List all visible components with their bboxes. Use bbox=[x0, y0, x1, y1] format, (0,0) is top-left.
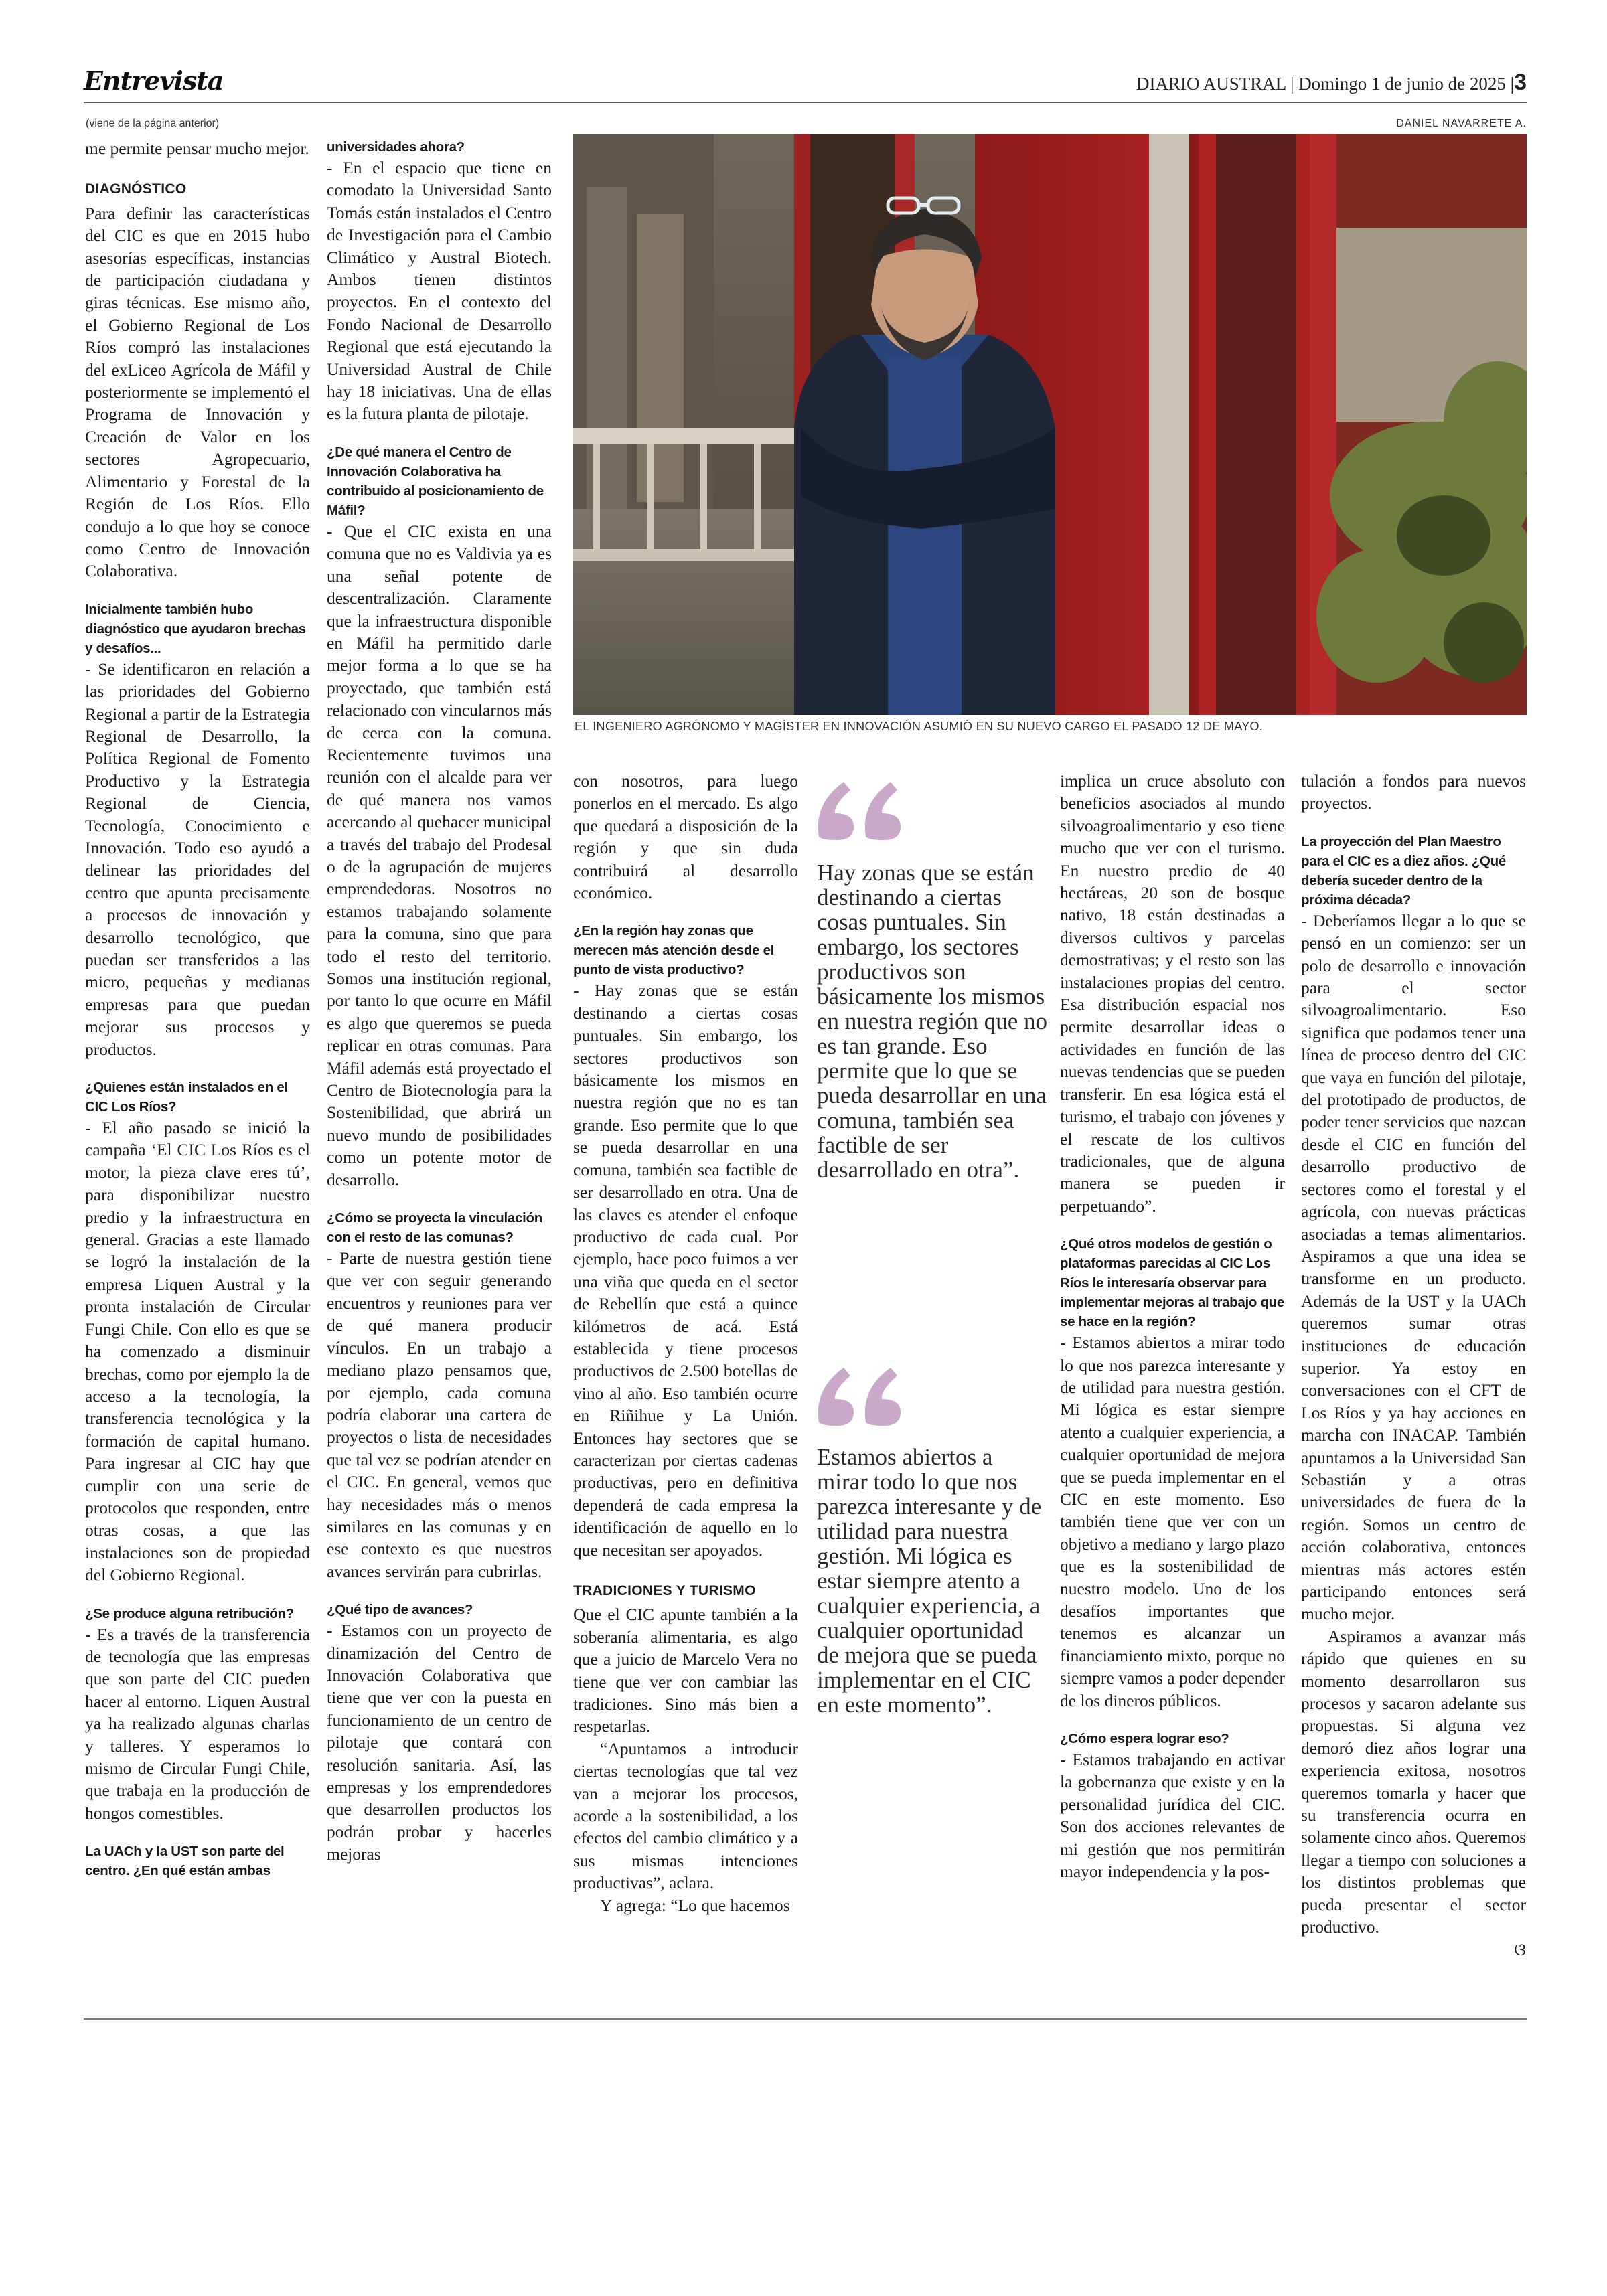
pull-quote-2: Estamos abiertos a mirar todo lo que nos parezca interesante y de utilidad para nuestra gestión. Mi lógica es estar siempre atento a cualquier experiencia, a cualquier oportunidad de mejora que se pueda implementar en el CIC en este momento”. bbox=[817, 1444, 1042, 1718]
interview-answer: - El año pasado se inició la campaña ‘El CIC Los Ríos es el motor, la pieza clave eres tú’, para disponibilizar nuestro predio y la infraestructura en general. Gracias a este llamado se logró la instalación de la empresa Liquen Austral y la pronta instalación de Circular Fungi Chile. Con ello es que se ha comenzado a disminuir brechas, como por ejemplo la de acceso a la tecnología, la transferencia tecnológica y la formación de capital humano. Para ingresar al CIC hay que cumplir con una serie de protocolos que responden, entre otras cosas, a que las instalaciones son de propiedad del Gobierno Regional. bbox=[85, 1118, 310, 1585]
body-paragraph: con nosotros, para luego ponerlos en el mercado. Es algo que quedará a disposición de la región y que sin duda contribuirá al desarrollo económico. bbox=[573, 771, 798, 903]
dateline bbox=[1045, 70, 1527, 96]
interview-question: ¿Qué otros modelos de gestión o plataformas parecidas al CIC Los Ríos le interesaría observar para implementar mejoras al trabajo que se hace en la región? bbox=[1060, 1236, 1284, 1330]
interview-answer: - Estamos con un proyecto de dinamización del Centro de Innovación Colaborativa que tiene que ver con la puesta en funcionamiento de un centro de pilotaje que contará con resolución sanitaria. Así, las empresas y los emprendedores que desarrollen productos los podrán probar y hacerles mejoras bbox=[327, 1621, 552, 1864]
footer-rule bbox=[84, 2018, 1527, 2020]
interview-question: ¿Se produce alguna retribución? bbox=[85, 1605, 294, 1621]
photo-credit: DANIEL NAVARRETE A. bbox=[1396, 118, 1527, 129]
interview-answer: - Parte de nuestra gestión tiene que ver con seguir generando encuentros y reuniones para ver de qué manera producir vínculos. En un trabajo a mediano plazo pensamos que, por ejemplo, cada comuna podría elaborar una cartera de proyectos o lista de necesidades que tal vez se podrían atender en el CIC. En general, vemos que hay necesidades más o menos similares en las comunas y en ese contexto es que nuestros avances servirán para cubrirlas. bbox=[327, 1248, 552, 1581]
interview-question: La UACh y la UST son parte del centro. ¿En qué están ambas bbox=[85, 1843, 285, 1879]
body-paragraph: Para definir las características del CIC es que en 2015 hubo asesorías específicas, instancias de participación ciudadana y giras técnicas. Ese mismo año, el Gobierno Regional de Los Ríos compró las instalaciones del exLiceo Agrícola de Máfil y posteriormente se implementó el Programa de Innovación y Creación de Valor en los sectores Agropecuario, Alimentario y Forestal de la Región de Los Ríos. Ello condujo a lo que hoy se conoce como Centro de Innovación Colaborativa. bbox=[85, 203, 310, 581]
article-column-5 bbox=[1301, 770, 1526, 1961]
body-paragraph: Aspiramos a avanzar más rápido que quienes en su momento desarrollaron sus procesos y sacaron adelante sus propuestas. Si alguna vez demoró diez años lograr una experiencia exitosa, nosotros queremos tomarla y hacer que su transferencia ocurra en solamente cinco años. Queremos llegar a tiempo con soluciones a los distintos problemas que pueda presentar el sector productivo. bbox=[1301, 1626, 1526, 1937]
interview-photo bbox=[573, 134, 1527, 715]
body-paragraph: “Apuntamos a introducir ciertas tecnologías que tal vez van a mejorar los procesos, acorde a la sostenibilidad, a los efectos del cambio climático y a sus mismas intenciones productivas”, aclara. bbox=[573, 1738, 798, 1893]
interview-question: ¿Cómo se proyecta la vinculación con el resto de las comunas? bbox=[327, 1210, 542, 1246]
article-column-3 bbox=[573, 770, 798, 1916]
interview-answer: - Estamos abiertos a mirar todo lo que nos parezca interesante y de utilidad para nuestra gestión. Mi lógica es estar siempre atento a cualquier experiencia, a cualquier oportunidad de mejora que se pueda implementar en el CIC en este momento. Eso también tiene que ver con un objetivo a mediano y largo plazo que es la sostenibilidad de nuestro modelo. Uno de los desafíos importantes que tenemos es alcanzar un financiamiento mixto, porque no siempre vamos a poder depender de los dineros públicos. bbox=[1060, 1333, 1285, 1710]
article-column-4 bbox=[1060, 770, 1285, 1882]
quote-mark-icon bbox=[814, 776, 907, 840]
article-column-1 bbox=[85, 137, 310, 1880]
header-rule bbox=[84, 102, 1527, 103]
interview-question: ¿De qué manera el Centro de Innovación Colaborativa ha contribuido al posicionamiento de Máfil? bbox=[327, 444, 544, 518]
interview-answer: - Hay zonas que se están destinando a ciertas cosas puntuales. Sin embargo, los sectores productivos son básicamente los mismos en nuestra región que no es tan grande. Eso permite que lo que se pueda desarrollar en una comuna, también sea factible de ser desarrollado en otra. Una de las claves es atender el enfoque productivo de cada cual. Por ejemplo, hace poco fuimos a ver una viña que queda en el sector de Rebellín que está a quince kilómetros de acá. Está establecida y tiene procesos productivos de 2.500 botellas de vino al año. Eso también ocurre en Riñihue y La Unión. Entonces hay sectores que se caracterizan por ciertas cadenas productivas, pero en definitiva dependerá de cada empresa la identificación de aquello en lo que necesitan ser apoyados. bbox=[573, 981, 798, 1560]
pull-quote-1: Hay zonas que se están destinando a ciertas cosas puntuales. Sin embargo, los sectores productivos son básicamente los mismos en nuestra región que no es tan grande. Eso permite que lo que se pueda desarrollar en una comuna, también sea factible de ser desarrollado en otra”. bbox=[817, 859, 1048, 1183]
interview-answer: - Se identificaron en relación a las prioridades del Gobierno Regional a partir de la Estrategia Regional de Desarrollo, la Política Regional de Fomento Productivo y la Estrategia Regional de Ciencia, Tecnología, Conocimiento e Innovación. Todo eso ayudó a delinear las prioridades del centro que apunta precisamente a procesos de innovación y desarrollo tecnológico, que puedan ser transferidos a las micro, pequeñas y medianas empresas para que puedan mejorar sus procesos y productos. bbox=[85, 659, 310, 1059]
article-column-2 bbox=[327, 137, 552, 1866]
interview-question: ¿Quienes están instalados en el CIC Los Ríos? bbox=[85, 1080, 288, 1115]
quote-mark-icon bbox=[814, 1362, 907, 1426]
subheading: DIAGNÓSTICO bbox=[85, 181, 187, 197]
newspaper-date: DIARIO AUSTRAL | Domingo 1 de junio de 2025 | bbox=[1136, 74, 1515, 94]
interview-question: ¿Cómo espera lograr eso? bbox=[1060, 1731, 1229, 1747]
body-paragraph: Y agrega: “Lo que hacemos bbox=[600, 1895, 790, 1915]
interview-question: ¿Qué tipo de avances? bbox=[327, 1602, 473, 1618]
body-paragraph: me permite pensar mucho mejor. bbox=[85, 139, 309, 158]
interview-question: universidades ahora? bbox=[327, 139, 465, 155]
interview-question: ¿En la región hay zonas que merecen más atención desde el punto de vista productivo? bbox=[573, 923, 775, 978]
subheading: TRADICIONES Y TURISMO bbox=[573, 1583, 756, 1598]
end-mark-icon: ଓ bbox=[1514, 1939, 1526, 1959]
interview-question: La proyección del Plan Maestro para el CIC es a diez años. ¿Qué debería suceder dentro de la próxima década? bbox=[1301, 833, 1506, 908]
interview-question: Inicialmente también hubo diagnóstico que ayudaron brechas y desafíos... bbox=[85, 601, 306, 656]
interview-answer: - Es a través de la transferencia de tecnología que las empresas que son parte del CIC pueden hacer al entorno. Liquen Austral ya ha realizado algunas charlas y talleres. Y esperamos lo mismo de Circular Fungi Chile, que trabaja en la producción de hongos comestibles. bbox=[85, 1624, 310, 1823]
interview-answer: - Que el CIC exista en una comuna que no es Valdivia ya es una señal potente de descentralización. Claramente que la infraestructura disponible en Máfil ha permitido darle mejor forma a lo que se ha proyectado, que también está relacionado con vincularnos más de cerca con la comuna. Recientemente tuvimos una reunión con el alcalde para ver de qué manera nos vamos acercando al quehacer municipal a través del trabajo del Prodesal o de la agrupación de mujeres emprendedoras. Nosotros no estamos trabajando solamente para la comuna, sino que para todo el resto del territorio. Somos una institución regional, por tanto lo que ocurre en Máfil es algo que queremos se pueda replicar en otras comunas. Para Máfil además está proyectado el Centro de Biotecnología para la Sostenibilidad, que abrirá un nuevo mundo de posibilidades como un potente motor de desarrollo. bbox=[327, 521, 552, 1190]
interview-answer: - Deberíamos llegar a lo que se pensó en un comienzo: ser un polo de desarrollo e innovación para el sector silvoagroalimentario. Eso significa que podamos tener una línea de proceso dentro del CIC que vaya en función del pilotaje, del prototipado de productos, de poder tener servicios que nazcan desde el CIC en función del desarrollo productivo de sectores como el forestal y el agrícola, con nuevas prácticas asociadas a temas alimentarios. Aspiramos a que una idea se transforme en un producto. Además de la UST y la UACh queremos sumar otras instituciones de educación superior. Ya estoy en conversaciones con el CFT de Los Ríos y ya hay acciones en marcha con INACAP. También apuntamos a la Universidad San Sebastián y a otras universidades de fuera de la región. Somos un centro de acción colaborativa, entonces mientras más actores estén participando entonces será mucho mejor. bbox=[1301, 910, 1526, 1624]
body-paragraph: tulación a fondos para nuevos proyectos. bbox=[1301, 771, 1526, 813]
photo-caption: EL INGENIERO AGRÓNOMO Y MAGÍSTER EN INNOVACIÓN ASUMIÓ EN SU NUEVO CARGO EL PASADO 12 DE MAYO. bbox=[575, 720, 1264, 733]
interview-answer: - Estamos trabajando en activar la gobernanza que existe y en la personalidad jurídica del CIC. Son dos acciones relevantes de mi gestión que nos permitirán mayor independencia y la pos- bbox=[1060, 1750, 1285, 1882]
page-number: 3 bbox=[1514, 70, 1527, 95]
body-paragraph: Que el CIC apunte también a la soberanía alimentaria, es algo que a juicio de Marcelo Vera no tiene que ver con cambiar las tradiciones. Sino más bien a respetarlas. bbox=[573, 1605, 798, 1736]
section-title: Entrevista bbox=[84, 66, 224, 96]
continued-note: (viene de la página anterior) bbox=[86, 118, 220, 129]
interview-answer: - En el espacio que tiene en comodato la Universidad Santo Tomás están instalados el Centro de Investigación para el Cambio Climático y Austral Biotech. Ambos tienen distintos proyectos. En el contexto del Fondo Nacional de Desarrollo Regional que está ejecutando la Universidad Austral de Chile hay 18 iniciativas. Una de ellas es la futura planta de pilotaje. bbox=[327, 158, 552, 424]
body-paragraph: implica un cruce absoluto con beneficios asociados al mundo silvoagroalimentario y eso tiene mucho que ver con el turismo. En nuestro predio de 40 hectáreas, 20 son de bosque nativo, 18 están destinadas a diversos cultivos y parcelas demostrativas; y el resto son las instalaciones propias del centro. Esa distribución espacial nos permite desarrollar ideas o actividades en función de las nuevas tendencias que se pueden transferir. En esa lógica está el turismo, el trabajo con jóvenes y el rescate de los cultivos tradicionales, que de alguna manera se pueden ir perpetuando”. bbox=[1060, 771, 1285, 1216]
